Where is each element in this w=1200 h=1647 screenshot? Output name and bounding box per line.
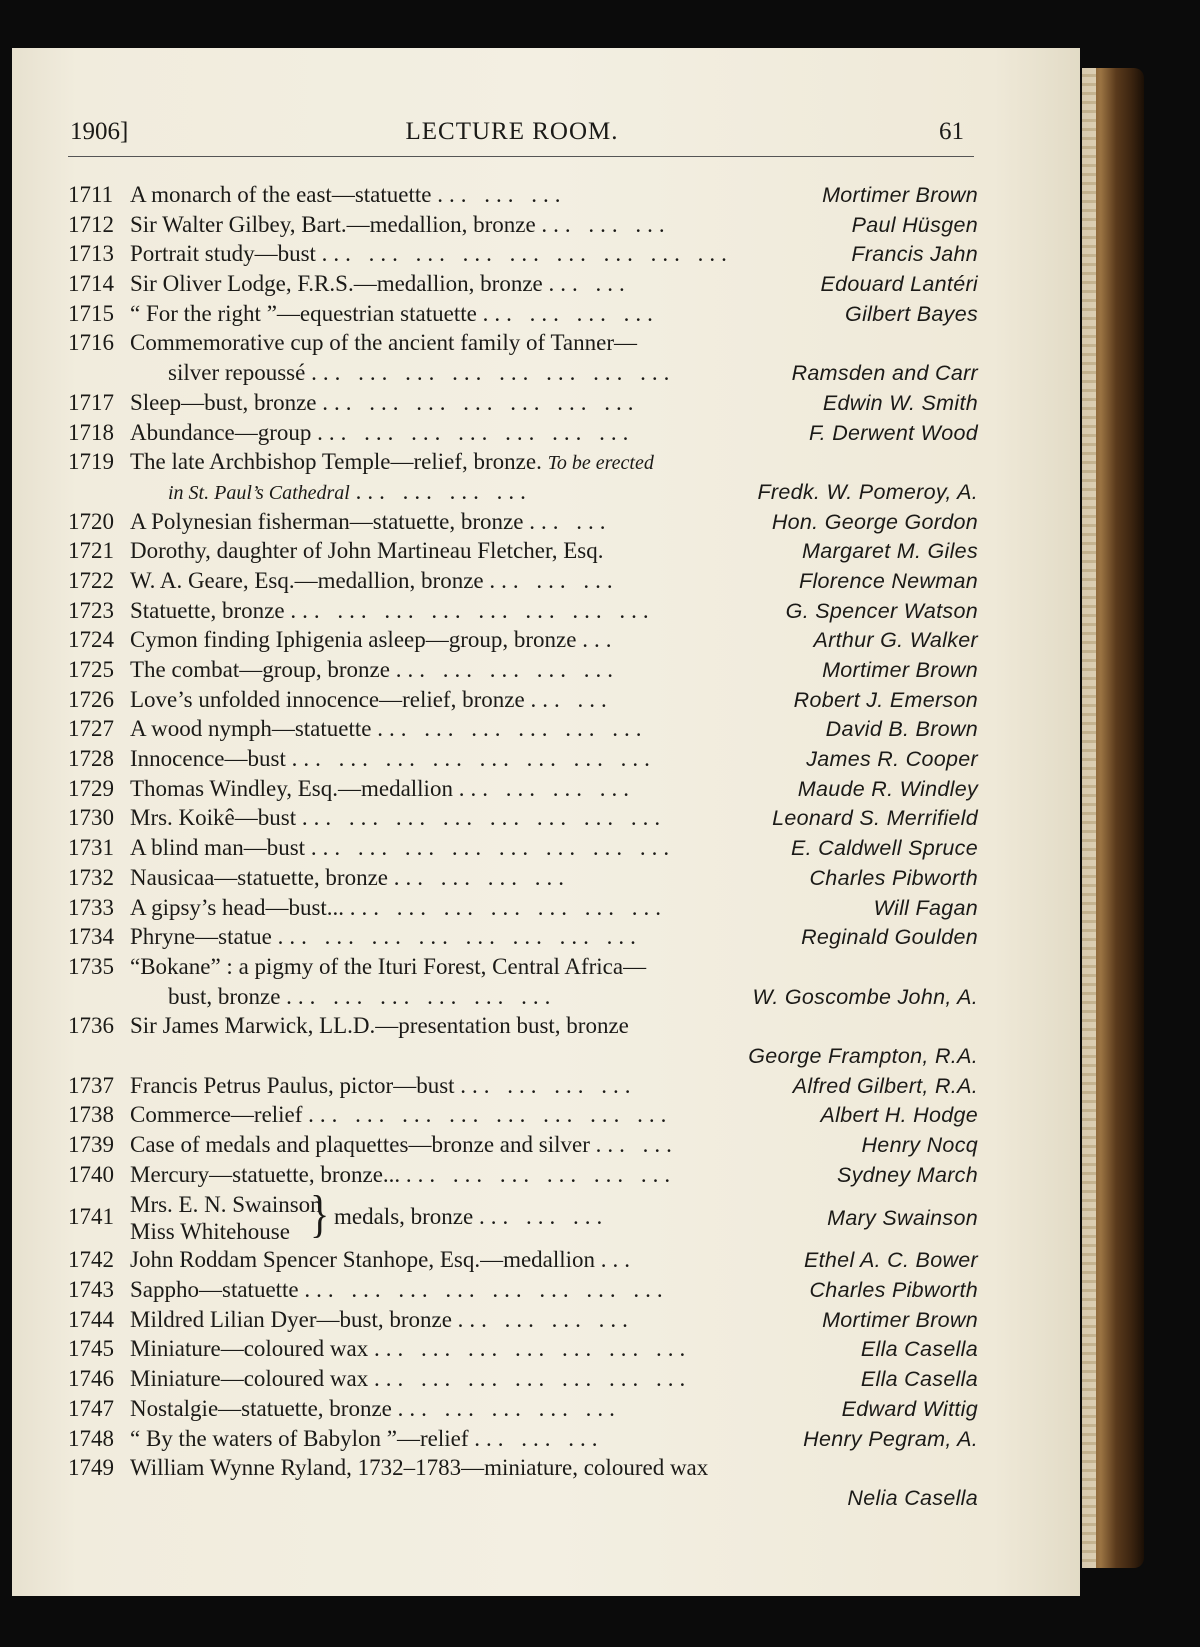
catalogue-entry <box>68 418 978 448</box>
artist-name: Will Fagan <box>873 895 978 920</box>
catalogue-number: 1745 <box>68 1336 114 1362</box>
entry-title <box>130 566 619 596</box>
joint-name: Mrs. E. N. Swainson <box>130 1192 322 1218</box>
artist-name: Mortimer Brown <box>822 658 978 682</box>
entry-title-text: Case of medals and plaquettes—bronze and silver <box>130 1132 590 1157</box>
catalogue-number: 1722 <box>68 567 114 593</box>
running-header <box>12 118 1080 158</box>
catalogue-number: 1732 <box>68 864 114 890</box>
entry-title-text: Sleep—bust, bronze <box>130 389 317 415</box>
entry-title-text: Sir James Marwick, LL.D.—presentation bust, bronze <box>130 1013 629 1039</box>
catalogue-number: 1747 <box>68 1395 114 1421</box>
entry-title <box>130 1160 676 1190</box>
leader-dots: ... ... ... <box>474 1425 604 1451</box>
catalogue-entry <box>68 1305 978 1335</box>
artist-name: Albert H. Hodge <box>820 1103 978 1128</box>
leader-dots: ... ... ... ... ... ... ... ... <box>301 805 667 831</box>
entry-note: To be erected <box>547 452 654 475</box>
catalogue-entry <box>68 1453 978 1483</box>
artist-name: W. Goscombe John, A. <box>752 984 978 1009</box>
artist-name: George Frampton, R.A. <box>748 1043 978 1068</box>
entry-title-text: W. A. Geare, Esq.—medallion, bronze <box>130 567 484 593</box>
catalogue-entry <box>68 744 978 774</box>
entry-title-text: Mercury—statuette, bronze... <box>130 1161 401 1187</box>
artist-name: Mary Swainson <box>827 1206 978 1231</box>
catalogue-number: 1731 <box>68 835 114 861</box>
entry-title <box>130 180 566 210</box>
entry-title <box>130 1424 604 1454</box>
entry-title-text: “ By the waters of Babylon ”—relief <box>130 1425 469 1451</box>
entry-title-text: Innocence—bust <box>130 746 286 772</box>
entry-title <box>130 774 635 804</box>
entry-title <box>130 388 640 418</box>
leader-dots: ... ... ... ... ... ... ... ... <box>277 924 642 950</box>
leader-dots: ... ... ... <box>541 211 671 237</box>
catalogue-entry <box>68 328 978 358</box>
page-number: 61 <box>939 118 964 145</box>
entry-title <box>130 299 659 329</box>
entry-title <box>168 477 532 509</box>
leader-dots: ... ... ... ... ... ... <box>405 1161 677 1187</box>
artist-name: Edward Wittig <box>841 1396 978 1421</box>
catalogue-entry <box>68 1100 978 1130</box>
artist-name: Ella Casella <box>860 1367 978 1392</box>
entry-title <box>130 507 611 537</box>
catalogue-number: 1716 <box>68 330 114 356</box>
leader-dots: ... ... ... ... ... ... ... ... <box>311 360 676 386</box>
catalogue-entry <box>68 714 978 744</box>
entry-title <box>130 893 667 923</box>
page-edges <box>1082 68 1096 1568</box>
catalogue-entry <box>68 952 978 982</box>
catalogue-entry <box>68 239 978 269</box>
leader-dots: ... ... ... ... ... ... ... <box>373 1366 692 1392</box>
entry-title-text: Abundance—group <box>130 419 312 445</box>
catalogue-entry <box>68 447 978 477</box>
entry-title <box>130 328 637 358</box>
entry-title-text: Nostalgie—statuette, bronze <box>130 1395 392 1421</box>
artist-name: G. Spencer Watson <box>785 598 978 623</box>
leader-dots: ... ... ... ... <box>393 864 570 890</box>
leader-dots: ... ... ... ... ... ... ... ... <box>291 746 656 772</box>
artist-name: Mortimer Brown <box>822 1307 978 1332</box>
entry-title-text: Nausicaa—statuette, bronze <box>130 864 388 890</box>
entry-title-text: Miniature—coloured wax <box>130 1366 369 1392</box>
leader-dots: ... <box>582 627 618 653</box>
entry-title <box>130 1071 637 1101</box>
entry-title <box>130 596 655 626</box>
leader-dots: ... ... ... ... ... ... ... ... <box>308 1102 673 1128</box>
artist-name: Ella Casella <box>860 1337 978 1362</box>
right-brace: } <box>310 1184 330 1244</box>
catalogue-entry <box>68 655 978 685</box>
leader-dots: ... ... ... ... <box>355 478 532 504</box>
catalogue-entry <box>68 1334 978 1364</box>
catalogue-entry <box>68 685 978 715</box>
leader-dots: ... ... ... ... ... ... ... <box>317 419 635 445</box>
catalogue-number: 1721 <box>68 538 114 564</box>
entry-title <box>130 1130 678 1160</box>
entry-title-text: A wood nymph—statuette <box>130 716 372 742</box>
catalogue-entry <box>68 1130 978 1160</box>
artist-name: Charles Pibworth <box>809 1278 978 1303</box>
entry-title-text: Sir Oliver Lodge, F.R.S.—medallion, bronze <box>130 271 543 297</box>
catalogue-number: 1718 <box>68 419 114 445</box>
leader-dots: ... ... ... <box>478 1204 609 1230</box>
entry-title-text: Sir Walter Gilbey, Bart.—medallion, bronze <box>130 211 536 237</box>
artist-name: David B. Brown <box>825 717 978 742</box>
catalogue-number: 1742 <box>68 1247 114 1273</box>
entry-title-text: The late Archbishop Temple—relief, bronze. <box>130 449 542 475</box>
entry-title-text: John Roddam Spencer Stanhope, Esq.—medallion <box>130 1247 596 1273</box>
entry-title-text: “Bokane” : a pigmy of the Ituri Forest, Central Africa— <box>130 953 647 979</box>
catalogue-number: 1735 <box>68 953 114 979</box>
catalogue-number: 1719 <box>68 449 114 475</box>
catalogue-entry <box>68 833 978 863</box>
catalogue-number: 1741 <box>68 1204 114 1230</box>
catalogue-number: 1717 <box>68 389 114 415</box>
entry-title <box>130 239 733 269</box>
catalogue-number: 1728 <box>68 746 114 772</box>
entry-title-text: Miniature—coloured wax <box>130 1336 369 1362</box>
catalogue-number: 1726 <box>68 686 114 712</box>
catalogue-number: 1723 <box>68 597 114 623</box>
artist-name: Mortimer Brown <box>822 183 978 207</box>
entry-title-text: Thomas Windley, Esq.—medallion <box>130 775 453 801</box>
entry-title-text: A gipsy’s head—bust... <box>130 894 345 920</box>
book-page <box>12 48 1080 1596</box>
artist-name: Reginald Goulden <box>801 925 978 950</box>
entry-title-text: silver repoussé <box>168 360 306 386</box>
catalogue-number: 1730 <box>68 805 114 831</box>
leader-dots: ... ... ... ... <box>457 1306 634 1332</box>
catalogue-entry <box>68 596 978 626</box>
artist-name: Hon. George Gordon <box>771 509 978 534</box>
artist-name: Henry Pegram, A. <box>803 1426 978 1451</box>
leader-dots: ... ... <box>530 686 613 712</box>
catalogue-number: 1738 <box>68 1102 114 1128</box>
catalogue-number: 1743 <box>68 1277 114 1303</box>
artist-name: F. Derwent Wood <box>808 420 978 445</box>
catalogue-number: 1724 <box>68 627 114 653</box>
leader-dots: ... ... ... ... ... ... ... ... <box>310 835 676 861</box>
catalogue-entry <box>68 1184 978 1245</box>
catalogue-entry <box>68 1275 978 1305</box>
artist-name: Edwin W. Smith <box>822 390 978 415</box>
artist-name: Paul Hüsgen <box>851 212 978 237</box>
artist-name: Gilbert Bayes <box>845 301 978 326</box>
artist-name: Ramsden and Carr <box>791 361 978 386</box>
catalogue-number: 1715 <box>68 300 114 326</box>
entry-title <box>130 714 647 744</box>
entry-title <box>130 1305 634 1335</box>
entry-title-text: bust, bronze <box>168 983 281 1009</box>
artist-name: Edouard Lantéri <box>820 272 978 297</box>
entry-title <box>130 833 675 863</box>
leader-dots: ... <box>600 1247 637 1273</box>
artist-name: Arthur G. Walker <box>813 628 978 653</box>
catalogue-entry <box>68 803 978 833</box>
catalogue-number: 1734 <box>68 924 114 950</box>
catalogue-entry <box>68 566 978 596</box>
entry-title <box>334 1202 608 1232</box>
catalogue-number: 1720 <box>68 508 114 534</box>
catalogue-entry <box>68 358 978 388</box>
entry-title-text: Sappho—statuette <box>130 1277 299 1303</box>
catalogue-number: 1729 <box>68 775 114 801</box>
artist-name: Nelia Casella <box>847 1485 978 1510</box>
catalogue-number: 1725 <box>68 657 114 682</box>
artist-name: Robert J. Emerson <box>793 687 978 712</box>
leader-dots: ... ... ... ... ... ... <box>286 983 557 1009</box>
entry-title-text: Francis Petrus Paulus, pictor—bust <box>130 1072 455 1098</box>
entry-title <box>130 863 570 893</box>
entry-title <box>130 1334 691 1364</box>
catalogue-entry <box>68 1041 978 1071</box>
entry-title-text: William Wynne Ryland, 1732–1783—miniature, coloured wax <box>130 1455 709 1481</box>
catalogue-entry <box>68 507 978 537</box>
catalogue-number: 1736 <box>68 1013 114 1039</box>
leader-dots: ... ... <box>548 271 631 297</box>
entry-title <box>130 1275 669 1305</box>
catalogue-number: 1727 <box>68 716 114 742</box>
catalogue-entry <box>68 1071 978 1101</box>
entry-title <box>130 1394 621 1424</box>
joint-names <box>130 1191 322 1245</box>
leader-dots: ... ... ... ... ... ... ... ... <box>304 1277 669 1303</box>
leader-dots: ... ... <box>529 508 612 534</box>
leader-dots: ... ... ... <box>437 182 567 207</box>
entry-title <box>130 210 671 240</box>
catalogue-number: 1713 <box>68 241 114 267</box>
entry-title-text: A monarch of the east—statuette <box>130 182 432 207</box>
entry-title <box>130 655 619 685</box>
leader-dots: ... ... ... ... ... ... <box>377 716 648 742</box>
catalogue-entry <box>68 536 978 566</box>
entry-title-text: medals, bronze <box>334 1204 474 1230</box>
catalogue-entry <box>68 1011 978 1041</box>
entry-title <box>130 625 617 655</box>
artist-name: Margaret M. Giles <box>802 539 978 564</box>
catalogue-entry <box>68 1483 978 1513</box>
catalogue-entry <box>68 180 978 210</box>
leader-dots: ... ... ... ... ... <box>395 657 619 682</box>
catalogue-number: 1711 <box>68 182 114 207</box>
artist-name: Leonard S. Merrifield <box>772 806 978 831</box>
leader-dots: ... ... ... ... <box>482 300 659 326</box>
artist-name: Francis Jahn <box>851 242 978 267</box>
header-year: 1906] <box>70 118 129 145</box>
entry-title-text: A Polynesian fisherman—statuette, bronze <box>130 508 524 534</box>
entry-title <box>130 803 666 833</box>
entry-title <box>130 952 646 982</box>
entry-title-text: Love’s unfolded innocence—relief, bronze <box>130 686 525 712</box>
leader-dots: ... ... ... ... ... ... ... ... <box>290 597 655 623</box>
catalogue-entry <box>68 922 978 952</box>
entry-title <box>168 358 675 388</box>
leader-dots: ... ... <box>595 1132 678 1157</box>
leader-dots: ... ... ... ... <box>460 1072 637 1098</box>
artist-name: James R. Cooper <box>806 747 978 772</box>
entry-title <box>130 922 642 952</box>
entry-title-text: Portrait study—bust <box>130 241 316 267</box>
catalogue-entry <box>68 1394 978 1424</box>
catalogue-number: 1746 <box>68 1366 114 1392</box>
leader-dots: ... ... ... ... <box>458 775 635 801</box>
entry-title-text: Phryne—statue <box>130 924 272 950</box>
artist-name: Sydney March <box>836 1162 978 1187</box>
artist-name: Maude R. Windley <box>797 776 978 801</box>
entry-title <box>130 1364 691 1394</box>
entry-title-text: Commemorative cup of the ancient family of Tanner— <box>130 330 637 356</box>
entry-title <box>130 1100 672 1130</box>
catalogue-entry <box>68 388 978 418</box>
entry-title <box>130 1453 708 1483</box>
catalogue-entry <box>68 299 978 329</box>
catalogue-number: 1714 <box>68 271 114 297</box>
catalogue-entry <box>68 625 978 655</box>
catalogue-entry <box>68 893 978 923</box>
entry-title-text: Mildred Lilian Dyer—bust, bronze <box>130 1306 452 1332</box>
catalogue-entry <box>68 210 978 240</box>
catalogue-entry <box>68 269 978 299</box>
artist-name: Alfred Gilbert, R.A. <box>792 1073 978 1098</box>
entry-title-text: The combat—group, bronze <box>130 657 390 682</box>
entry-title-text: A blind man—bust <box>130 835 306 861</box>
catalogue-number: 1749 <box>68 1455 114 1481</box>
catalogue-number: 1740 <box>68 1161 114 1187</box>
catalogue-number: 1744 <box>68 1306 114 1332</box>
artist-name: Florence Newman <box>799 568 978 593</box>
artist-name: Fredk. W. Pomeroy, A. <box>757 479 978 504</box>
catalogue-number: 1739 <box>68 1132 114 1157</box>
entry-title <box>130 1011 629 1041</box>
catalogue-entry <box>68 1160 978 1190</box>
catalogue-entry <box>68 1245 978 1275</box>
header-rule <box>68 156 974 157</box>
entry-title-text: Statuette, bronze <box>130 597 285 623</box>
catalogue-entry <box>68 774 978 804</box>
entry-title-text: Mrs. Koikê—bust <box>130 805 297 831</box>
entry-title-text: Cymon finding Iphigenia asleep—group, bronze <box>130 627 577 653</box>
entry-title-text: Dorothy, daughter of John Martineau Fletcher, Esq. <box>130 538 604 564</box>
catalogue-entry <box>68 1424 978 1454</box>
joint-name: Miss Whitehouse <box>130 1219 290 1245</box>
entry-title <box>130 418 634 448</box>
entry-title <box>168 982 556 1012</box>
catalogue-list <box>68 180 978 1513</box>
header-title: LECTURE ROOM. <box>405 118 619 145</box>
entry-title <box>130 744 656 774</box>
entry-title-text: “ For the right ”—equestrian statuette <box>130 300 477 326</box>
catalogue-number: 1748 <box>68 1425 114 1451</box>
catalogue-entry <box>68 863 978 893</box>
leader-dots: ... ... ... ... ... ... ... <box>349 894 668 920</box>
leader-dots: ... ... ... ... ... ... ... ... ... <box>321 241 733 267</box>
artist-name: Henry Nocq <box>861 1133 978 1157</box>
artist-name: Charles Pibworth <box>809 865 978 890</box>
entry-title <box>130 536 603 566</box>
catalogue-number: 1737 <box>68 1072 114 1098</box>
leader-dots: ... ... ... ... ... ... ... <box>373 1336 692 1362</box>
catalogue-entry <box>68 477 978 507</box>
catalogue-entry <box>68 982 978 1012</box>
entry-title <box>130 1245 636 1275</box>
entry-title <box>130 269 631 299</box>
leader-dots: ... ... ... ... ... ... ... <box>322 389 640 415</box>
entry-title-text: Commerce—relief <box>130 1102 303 1128</box>
leader-dots: ... ... ... ... ... <box>397 1395 621 1421</box>
entry-title <box>130 447 654 479</box>
catalogue-number: 1733 <box>68 894 114 920</box>
artist-name: E. Caldwell Spruce <box>790 836 978 861</box>
entry-title <box>130 685 613 715</box>
leader-dots: ... ... ... <box>489 567 619 593</box>
artist-name: Ethel A. C. Bower <box>804 1248 978 1273</box>
catalogue-entry <box>68 1364 978 1394</box>
entry-title-text: in St. Paul’s Cathedral <box>168 481 350 504</box>
catalogue-number: 1712 <box>68 211 114 237</box>
